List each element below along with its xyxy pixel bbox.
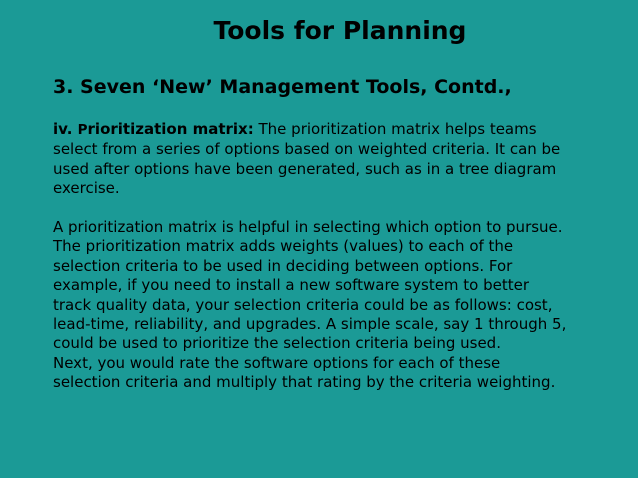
definition-text: The prioritization matrix helps teams (253, 120, 537, 138)
paragraph-line: track quality data, your selection criteria could be as follows: cost, (53, 295, 553, 314)
term-label-prefix: iv. (53, 120, 78, 138)
paragraph-line (53, 120, 633, 140)
paragraph-line: lead-time, reliability, and upgrades. A simple scale, say 1 through 5, (53, 315, 567, 334)
paragraph-prioritization-matrix (53, 120, 633, 199)
slide-subtitle: 3. Seven ‘New’ Management Tools, Contd., (53, 76, 512, 98)
paragraph-matrix-usage (53, 218, 633, 393)
paragraph-line: selection criteria to be used in deciding between options. For (53, 256, 513, 275)
paragraph-line: select from a series of options based on weighted criteria. It can be (53, 140, 561, 159)
term-label: rioritization matrix: (87, 120, 254, 138)
paragraph-line: The prioritization matrix adds weights (values) to each of the (53, 237, 514, 256)
term-label-initial: P (77, 122, 88, 138)
slide-title: Tools for Planning (213, 16, 467, 45)
paragraph-line: exercise. (53, 179, 120, 198)
paragraph-line: selection criteria and multiply that rating by the criteria weighting. (53, 373, 556, 392)
paragraph-line: used after options have been generated, such as in a tree diagram (53, 159, 557, 178)
paragraph-line: A prioritization matrix is helpful in selecting which option to pursue. (53, 218, 563, 237)
paragraph-line: could be used to prioritize the selection criteria being used. (53, 334, 501, 353)
paragraph-line: example, if you need to install a new software system to better (53, 276, 530, 295)
slide-body (53, 120, 633, 393)
paragraph-line: Next, you would rate the software options for each of these (53, 353, 501, 372)
